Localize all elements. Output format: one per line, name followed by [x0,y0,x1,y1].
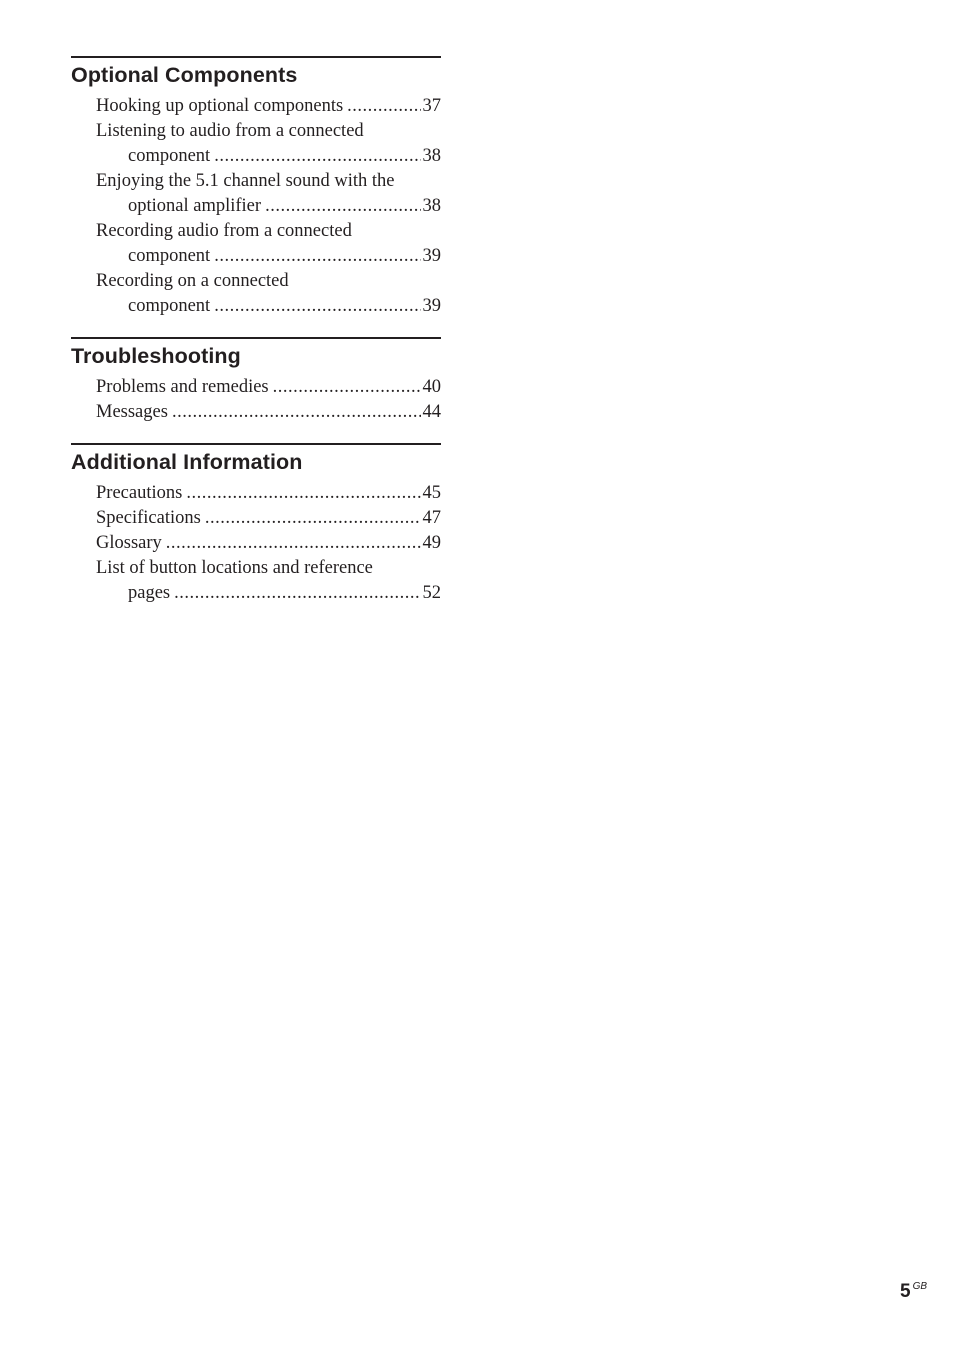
toc-entry-page: 47 [422,508,441,528]
dot-leader [214,294,420,319]
section-entries [71,94,441,319]
page-number-value: 5 [900,1281,911,1302]
toc-entry-page: 38 [422,196,441,216]
toc-entry-page: 52 [422,583,441,603]
toc-entry-title-continued: optional amplifier [128,196,262,216]
toc-entry-page: 49 [422,533,441,553]
section-entries [71,481,441,606]
table-of-contents [71,56,441,624]
toc-entry-page: 44 [422,402,441,422]
toc-entry[interactable] [96,219,441,269]
toc-entry-title: Messages [96,402,168,422]
section-entries [71,375,441,425]
toc-entry-page: 38 [422,146,441,166]
dot-leader [172,400,421,425]
toc-entry-title-continued: component [128,246,211,266]
toc-entry-title: List of button locations and reference [96,558,373,578]
toc-entry-title-continued: pages [128,583,171,603]
dot-leader [205,506,421,531]
toc-entry-title: Specifications [96,508,201,528]
toc-entry-title: Hooking up optional components [96,96,344,116]
page-number [900,1281,927,1303]
toc-entry[interactable] [96,94,441,119]
toc-entry-title-continued: component [128,296,211,316]
dot-leader [347,94,420,119]
toc-entry-title-continued: component [128,146,211,166]
toc-entry[interactable] [96,556,441,606]
toc-entry[interactable] [96,119,441,169]
toc-entry-page: 37 [422,96,441,116]
toc-entry[interactable] [96,506,441,531]
dot-leader [214,144,420,169]
toc-entry-title: Recording on a connected [96,271,289,291]
section-title: Troubleshooting [71,344,241,368]
toc-entry-page: 39 [422,246,441,266]
dot-leader [265,194,420,219]
toc-entry[interactable] [96,481,441,506]
toc-entry-title: Listening to audio from a connected [96,121,364,141]
toc-entry[interactable] [96,400,441,425]
section-title: Additional Information [71,450,303,474]
toc-entry[interactable] [96,269,441,319]
toc-entry-title: Precautions [96,483,183,503]
dot-leader [174,581,420,606]
toc-entry[interactable] [96,375,441,400]
dot-leader [166,531,421,556]
toc-entry-title: Glossary [96,533,162,553]
toc-entry-page: 39 [422,296,441,316]
dot-leader [273,375,421,400]
toc-entry-title: Problems and remedies [96,377,269,397]
section-title: Optional Components [71,63,298,87]
toc-section-optional-components [71,56,441,319]
dot-leader [186,481,420,506]
toc-entry-title: Recording audio from a connected [96,221,352,241]
toc-entry[interactable] [96,169,441,219]
toc-entry-page: 45 [422,483,441,503]
toc-section-additional-information [71,443,441,606]
toc-entry[interactable] [96,531,441,556]
page-number-suffix: GB [912,1281,928,1292]
toc-entry-page: 40 [422,377,441,397]
toc-section-troubleshooting [71,337,441,425]
toc-entry-title: Enjoying the 5.1 channel sound with the [96,171,395,191]
dot-leader [214,244,420,269]
